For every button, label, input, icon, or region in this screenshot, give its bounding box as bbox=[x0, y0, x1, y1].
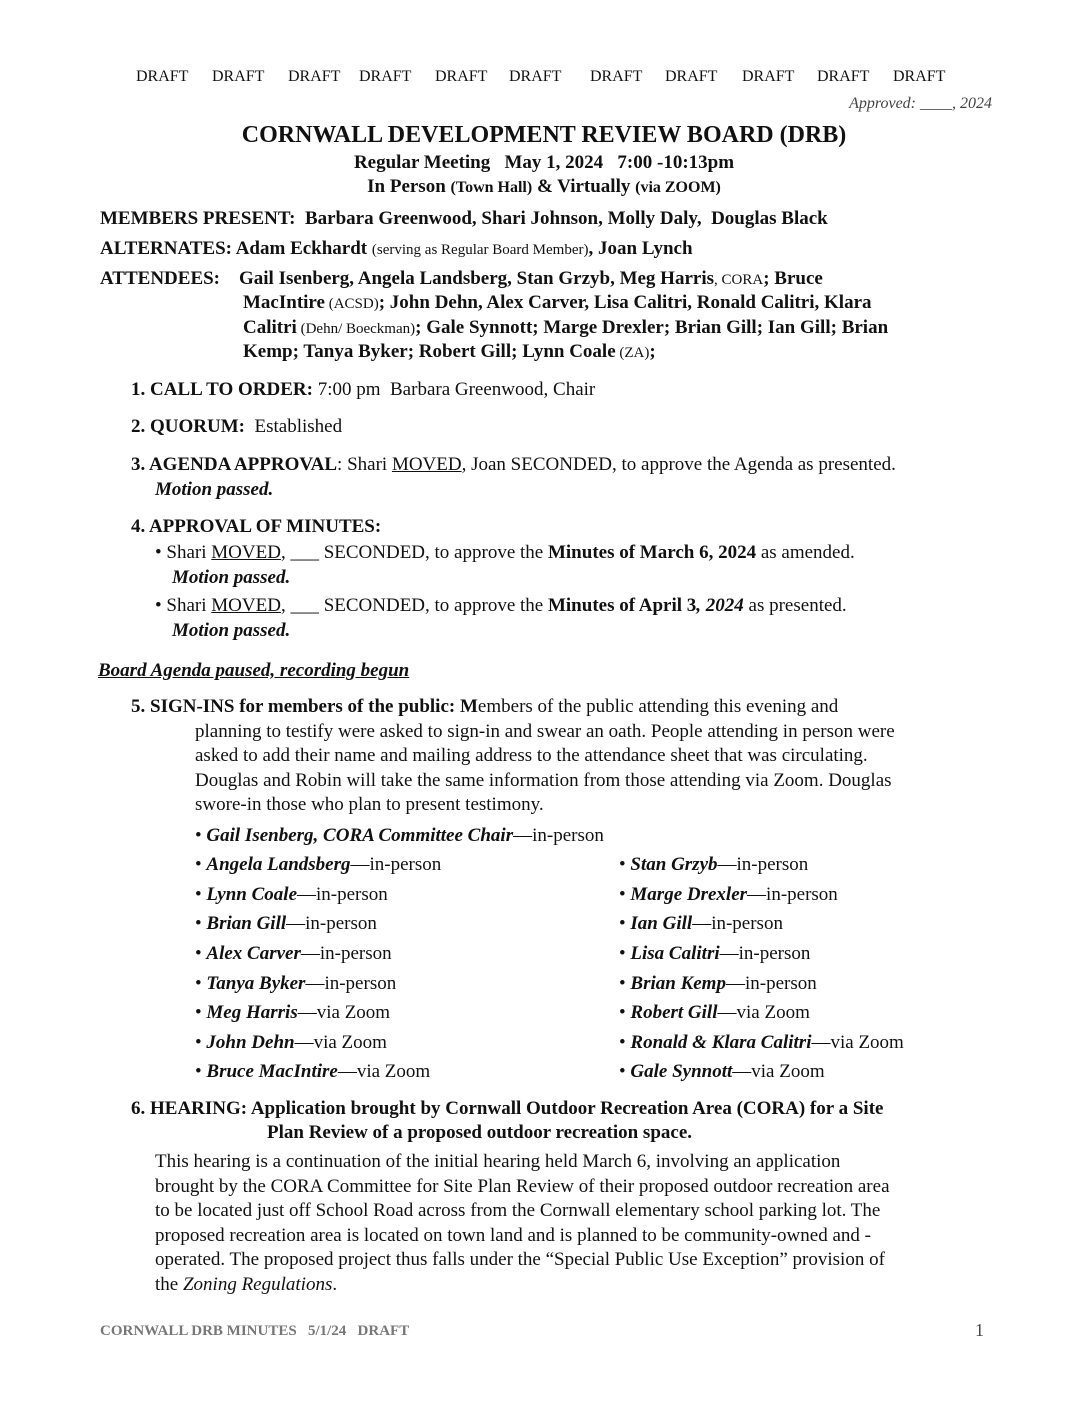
sign-in-mode: —in-person bbox=[350, 854, 442, 875]
sign-in-name: Lisa Calitri bbox=[630, 943, 720, 964]
page-number: 1 bbox=[975, 1320, 984, 1340]
alternate-name: Adam Eckhardt bbox=[235, 238, 368, 259]
sign-in-name: Brian Gill bbox=[206, 913, 287, 934]
paragraph-line bbox=[155, 1274, 337, 1296]
sign-in-entry: • Robert Gill—via Zoom bbox=[619, 1002, 810, 1023]
agenda-paused-note: Board Agenda paused, recording begun bbox=[98, 660, 410, 681]
item-text: . bbox=[332, 1274, 338, 1295]
sign-in-mode: —via Zoom bbox=[294, 1032, 387, 1053]
sign-in-mode: —via Zoom bbox=[811, 1032, 904, 1053]
draft-label: DRAFT bbox=[212, 68, 265, 85]
venue-town-hall: (Town Hall) bbox=[450, 179, 533, 196]
sign-in-mode: —in-person bbox=[300, 943, 392, 964]
venue-zoom: (via ZOOM) bbox=[635, 179, 721, 196]
item-text: , ___ SECONDED, to approve the bbox=[280, 595, 548, 616]
draft-label: DRAFT bbox=[742, 68, 795, 85]
attendee-names: ; bbox=[649, 341, 656, 362]
sign-in-name: Stan Grzyb bbox=[630, 854, 718, 875]
attendee-names: MacIntire bbox=[243, 292, 325, 313]
sign-in-entry: • Ronald & Klara Calitri—via Zoom bbox=[619, 1032, 904, 1053]
attendee-note: (ZA) bbox=[615, 345, 650, 361]
moved-text: MOVED bbox=[211, 542, 281, 563]
sign-in-mode: —in-person bbox=[719, 943, 811, 964]
sign-in-mode: —via Zoom bbox=[297, 1002, 391, 1023]
sign-in-mode: —via Zoom bbox=[717, 1002, 810, 1023]
item-label: 5. SIGN-INS for members of the public: M bbox=[131, 696, 478, 717]
attendees-line bbox=[243, 317, 888, 339]
draft-watermark-row bbox=[0, 68, 1088, 88]
item-text: • Shari bbox=[155, 595, 212, 616]
sign-in-name: Angela Landsberg bbox=[206, 854, 351, 875]
alternates bbox=[100, 238, 693, 260]
sign-in-mode: —in-person bbox=[717, 854, 809, 875]
sign-in-entry: • Bruce MacIntire—via Zoom bbox=[195, 1061, 431, 1082]
sign-in-mode: —via Zoom bbox=[337, 1061, 431, 1082]
alternates-label: ALTERNATES: bbox=[100, 238, 232, 259]
sign-in-entry: • Marge Drexler—in-person bbox=[619, 884, 838, 905]
item-text: Established bbox=[244, 416, 343, 437]
paragraph-line: to be located just off School Road across from the Cornwall elementary school parking lot. The bbox=[155, 1200, 881, 1221]
sign-in-entry: • Stan Grzyb—in-person bbox=[619, 854, 809, 875]
alternate-name: , Joan Lynch bbox=[588, 238, 693, 259]
item-label: 1. CALL TO ORDER: bbox=[131, 379, 313, 400]
minutes-date: Minutes of April 3 bbox=[547, 595, 697, 616]
sign-in-name: Ronald & Klara Calitri bbox=[630, 1032, 812, 1053]
page-title: CORNWALL DEVELOPMENT REVIEW BOARD (DRB) bbox=[241, 122, 847, 148]
item-text: the bbox=[155, 1274, 183, 1295]
draft-label: DRAFT bbox=[590, 68, 643, 85]
sign-in-name: Brian Kemp bbox=[630, 973, 726, 994]
sign-in-mode: —via Zoom bbox=[732, 1061, 825, 1082]
sign-in-entry: • Lisa Calitri—in-person bbox=[619, 943, 811, 964]
attendee-names: ; John Dehn, Alex Carver, Lisa Calitri, Ronald Calitri, Klara bbox=[378, 292, 872, 313]
sign-in-name: Lynn Coale bbox=[206, 884, 298, 905]
members-names: Barbara Greenwood, Shari Johnson, Molly Daly, Douglas Black bbox=[304, 208, 828, 229]
members-present bbox=[100, 208, 828, 230]
motion-result: Motion passed. bbox=[172, 620, 291, 641]
draft-label: DRAFT bbox=[435, 68, 488, 85]
meeting-subtitle: Regular Meeting May 1, 2024 7:00 -10:13pm bbox=[353, 152, 735, 173]
attendee-note: (ACSD) bbox=[324, 296, 379, 312]
sign-in-name: Meg Harris bbox=[206, 1002, 298, 1023]
draft-label: DRAFT bbox=[817, 68, 870, 85]
sign-in-entry: • Ian Gill—in-person bbox=[619, 913, 783, 934]
agenda-item-hearing: 6. HEARING: Application brought by Cornwall Outdoor Recreation Area (CORA) for a Site bbox=[131, 1098, 884, 1119]
attendee-note: (Dehn/ Boeckman) bbox=[296, 321, 416, 337]
draft-label: DRAFT bbox=[288, 68, 341, 85]
sign-in-mode: —in-person bbox=[286, 913, 377, 934]
venue-in-person: In Person bbox=[367, 176, 451, 197]
agenda-item-agenda-approval bbox=[131, 454, 896, 476]
draft-label: DRAFT bbox=[359, 68, 412, 85]
attendee-names: ; Gale Synnott; Marge Drexler; Brian Gill; Ian Gill; Brian bbox=[415, 317, 889, 338]
paragraph-line: swore-in those who plan to present testimony. bbox=[195, 794, 544, 815]
alternate-note: (serving as Regular Board Member) bbox=[371, 242, 589, 258]
sign-in-name: Alex Carver bbox=[206, 943, 301, 964]
agenda-item-approval-of-minutes: 4. APPROVAL OF MINUTES: bbox=[131, 516, 382, 537]
sign-in-mode: —in-person bbox=[725, 973, 817, 994]
item-text: : Shari bbox=[337, 454, 392, 475]
item-text: as amended. bbox=[756, 542, 855, 563]
sign-in-entry: • Gale Synnott—via Zoom bbox=[619, 1061, 825, 1082]
attendees-line bbox=[243, 341, 656, 363]
sign-in-name: Ian Gill bbox=[630, 913, 693, 934]
motion-result: Motion passed. bbox=[155, 479, 274, 500]
approved-date: Approved: ____, 2024 bbox=[849, 95, 992, 112]
item-text: • Shari bbox=[155, 542, 212, 563]
attendees-label: ATTENDEES: bbox=[100, 268, 221, 289]
item-label: 2. QUORUM: bbox=[131, 416, 245, 437]
attendee-names: ; Bruce bbox=[763, 268, 823, 289]
motion-result: Motion passed. bbox=[172, 567, 291, 588]
sign-in-mode: —in-person bbox=[297, 884, 388, 905]
attendees-line bbox=[243, 292, 872, 314]
sign-in-entry: • Brian Kemp—in-person bbox=[619, 973, 817, 994]
paragraph-line: planning to testify were asked to sign-in and swear an oath. People attending in person were bbox=[195, 721, 895, 742]
item-text: embers of the public attending this evening and bbox=[477, 696, 839, 717]
paragraph-line: proposed recreation area is located on town land and is planned to be community-owned and - bbox=[155, 1225, 871, 1246]
item-text: 7:00 pm Barbara Greenwood, Chair bbox=[312, 379, 596, 400]
sign-in-entry: • Brian Gill—in-person bbox=[195, 913, 377, 934]
item-text: , ___ SECONDED, to approve the bbox=[280, 542, 548, 563]
sign-in-entry: • Meg Harris—via Zoom bbox=[195, 1002, 391, 1023]
sign-in-mode: —in-person bbox=[747, 884, 838, 905]
sign-in-name: Marge Drexler bbox=[630, 884, 748, 905]
minutes-year: , 2024 bbox=[696, 595, 744, 616]
paragraph-line: asked to add their name and mailing address to the attendance sheet that was circulating. bbox=[195, 745, 868, 766]
paragraph-line: operated. The proposed project thus falls under the “Special Public Use Exception” provision of bbox=[155, 1249, 885, 1270]
sign-in-entry: • Alex Carver—in-person bbox=[195, 943, 392, 964]
page-footer: CORNWALL DRB MINUTES 5/1/24 DRAFT bbox=[100, 1323, 410, 1339]
attendee-names: Kemp; Tanya Byker; Robert Gill; Lynn Coale bbox=[243, 341, 616, 362]
agenda-item-sign-ins bbox=[131, 696, 838, 718]
attendee-note: , CORA bbox=[714, 272, 764, 288]
attendee-names: Calitri bbox=[243, 317, 297, 338]
minutes-date: Minutes of March 6, 2024 bbox=[547, 542, 757, 563]
zoning-regulations-title: Zoning Regulations bbox=[182, 1274, 333, 1295]
sign-in-entry: • Gail Isenberg, CORA Committee Chair—in-person bbox=[195, 825, 604, 846]
item-text: , Joan SECONDED, to approve the Agenda as presented. bbox=[461, 454, 896, 475]
paragraph-line: brought by the CORA Committee for Site Plan Review of their proposed outdoor recreation area bbox=[155, 1176, 890, 1197]
sign-in-name: Gail Isenberg, CORA Committee Chair bbox=[206, 825, 514, 846]
moved-text: MOVED bbox=[391, 454, 462, 475]
minutes-motion bbox=[155, 595, 847, 617]
hearing-heading-line: Plan Review of a proposed outdoor recreation space. bbox=[267, 1122, 693, 1143]
agenda-item-quorum bbox=[131, 416, 342, 438]
item-text: as presented. bbox=[743, 595, 847, 616]
draft-label: DRAFT bbox=[136, 68, 189, 85]
sign-in-mode: —in-person bbox=[513, 825, 604, 846]
paragraph-line: Douglas and Robin will take the same information from those attending via Zoom. Douglas bbox=[195, 770, 892, 791]
members-label: MEMBERS PRESENT: bbox=[100, 208, 296, 229]
moved-text: MOVED bbox=[211, 595, 281, 616]
draft-label: DRAFT bbox=[665, 68, 718, 85]
attendee-names: Gail Isenberg, Angela Landsberg, Stan Grzyb, Meg Harris bbox=[239, 268, 714, 289]
item-label: 3. AGENDA APPROVAL bbox=[131, 454, 338, 475]
sign-in-mode: —in-person bbox=[692, 913, 783, 934]
sign-in-name: John Dehn bbox=[206, 1032, 295, 1053]
venue-virtual: & Virtually bbox=[532, 176, 636, 197]
sign-in-entry: • Angela Landsberg—in-person bbox=[195, 854, 442, 875]
sign-in-entry: • Tanya Byker—in-person bbox=[195, 973, 397, 994]
sign-in-name: Robert Gill bbox=[630, 1002, 718, 1023]
draft-label: DRAFT bbox=[509, 68, 562, 85]
meeting-venue bbox=[0, 176, 1088, 198]
sign-in-mode: —in-person bbox=[305, 973, 397, 994]
minutes-motion bbox=[155, 542, 855, 564]
agenda-item-call-to-order bbox=[131, 379, 595, 401]
sign-in-name: Tanya Byker bbox=[206, 973, 306, 994]
sign-in-entry: • Lynn Coale—in-person bbox=[195, 884, 388, 905]
draft-label: DRAFT bbox=[893, 68, 946, 85]
attendees-line bbox=[239, 268, 823, 290]
paragraph-line: This hearing is a continuation of the initial hearing held March 6, involving an application bbox=[155, 1151, 841, 1172]
sign-in-name: Bruce MacIntire bbox=[206, 1061, 338, 1082]
sign-in-name: Gale Synnott bbox=[630, 1061, 733, 1082]
sign-in-entry: • John Dehn—via Zoom bbox=[195, 1032, 387, 1053]
